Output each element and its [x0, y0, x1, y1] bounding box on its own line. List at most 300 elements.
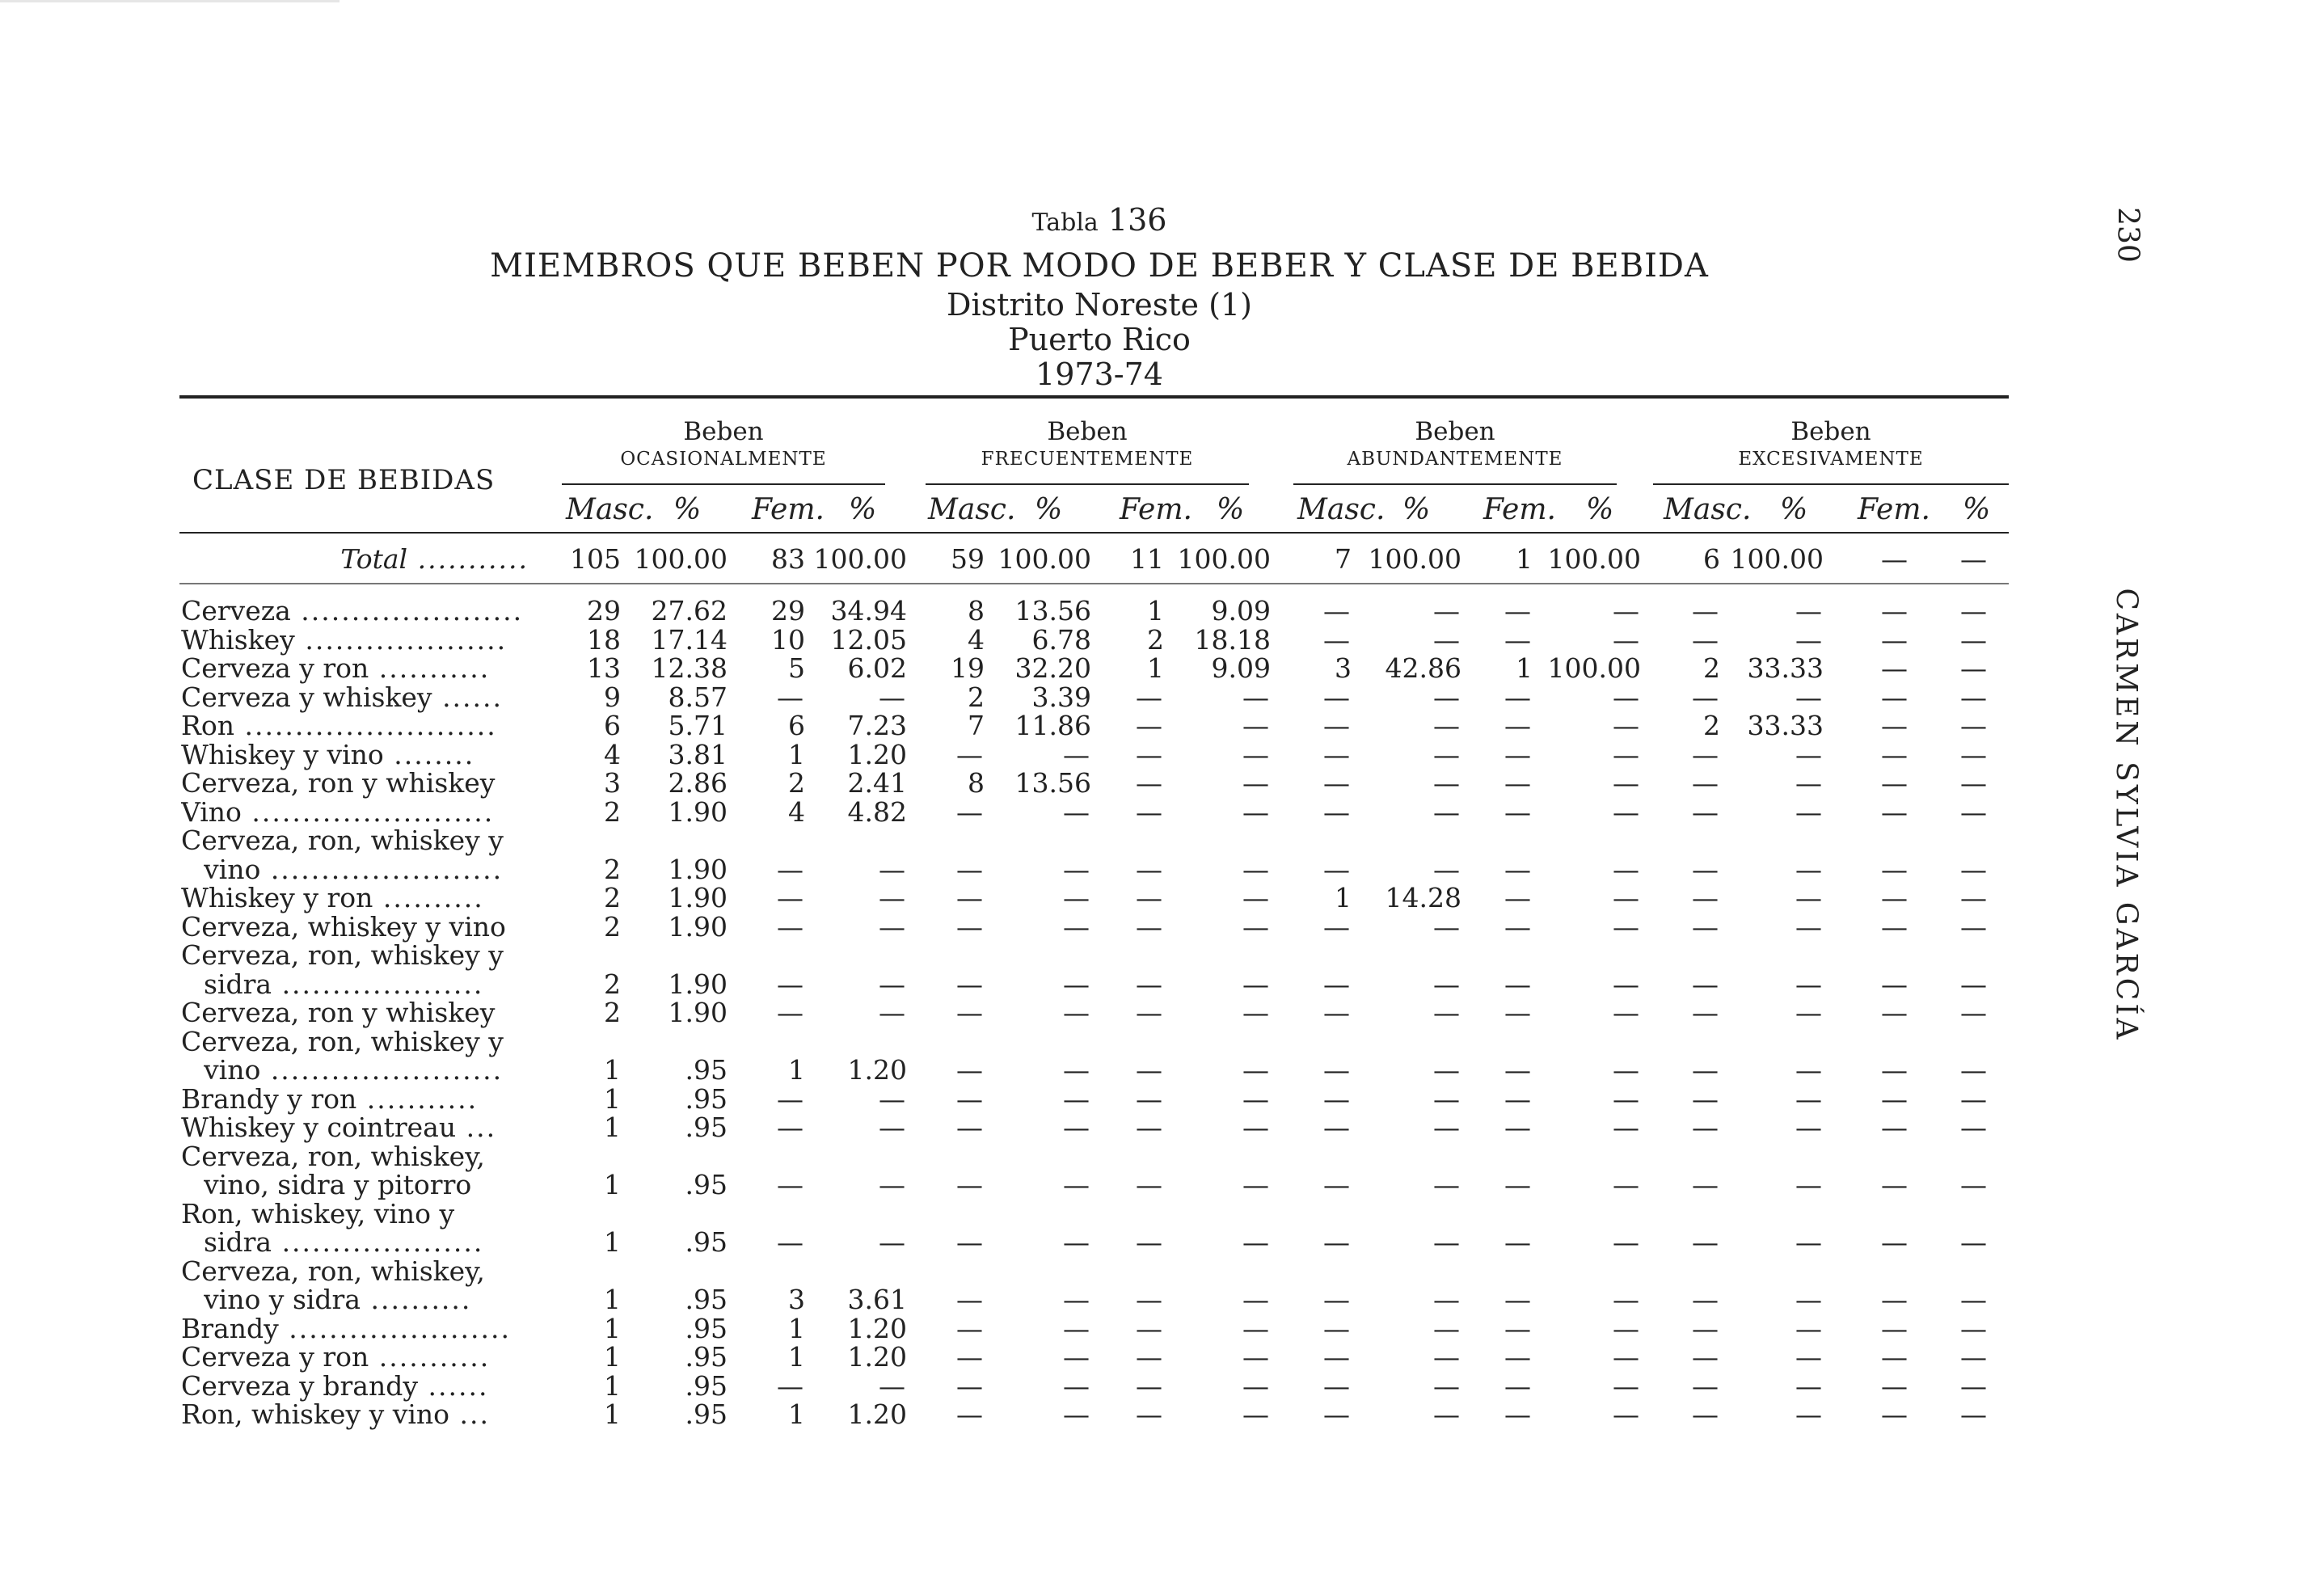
value-cell: 13.56: [1014, 767, 1091, 799]
empty-cell: —: [1504, 1054, 1531, 1086]
empty-cell: —: [1323, 739, 1350, 770]
table-row: [0, 1054, 2324, 1086]
empty-cell: —: [1136, 882, 1162, 913]
empty-cell: —: [1504, 1284, 1531, 1315]
row-label: [181, 652, 545, 684]
row-leader-dots: ...........: [369, 652, 491, 684]
row-label-text: vino: [204, 1054, 261, 1086]
row-label-text: vino y sidra: [204, 1284, 361, 1315]
value-cell: 11.86: [1014, 710, 1091, 741]
empty-cell: —: [1504, 882, 1531, 913]
value-cell: 9.09: [1211, 652, 1271, 684]
empty-cell: —: [1692, 1169, 1719, 1200]
row-label-text: Whiskey: [181, 624, 295, 656]
column-subheader: Fem.: [1483, 493, 1556, 526]
empty-cell: —: [1960, 543, 1987, 575]
row-label-text: Brandy: [181, 1313, 279, 1344]
row-label: [181, 1398, 545, 1430]
value-cell: 7: [968, 710, 985, 741]
empty-cell: —: [1323, 968, 1350, 1000]
empty-cell: —: [1504, 1083, 1531, 1115]
value-cell: 5.71: [668, 710, 728, 741]
row-label-text: Cerveza y whiskey: [181, 681, 432, 713]
empty-cell: —: [1613, 968, 1639, 1000]
empty-cell: —: [956, 1169, 983, 1200]
empty-cell: —: [1504, 595, 1531, 626]
table-district: Distrito Noreste (1): [947, 287, 1252, 323]
empty-cell: —: [1323, 1398, 1350, 1430]
empty-cell: —: [1242, 1370, 1269, 1402]
empty-cell: —: [1323, 681, 1350, 713]
value-cell: 2.86: [668, 767, 728, 799]
row-label-line1: Ron, whiskey, vino y: [181, 1197, 455, 1230]
table-row: [0, 710, 2324, 739]
row-leader-dots: .......................: [260, 1054, 504, 1086]
empty-cell: —: [1692, 739, 1719, 770]
empty-cell: —: [777, 1226, 803, 1258]
empty-cell: —: [1692, 796, 1719, 828]
empty-cell: —: [1504, 681, 1531, 713]
top-rule: [179, 395, 2009, 399]
empty-cell: —: [1242, 882, 1269, 913]
empty-cell: —: [1433, 767, 1460, 799]
empty-cell: —: [1692, 911, 1719, 943]
group-header-bottom: OCASIONALMENTE: [620, 449, 827, 470]
empty-cell: —: [1433, 796, 1460, 828]
row-leader-dots: .........................: [234, 710, 497, 741]
row-label: [204, 1284, 567, 1315]
row-leader-dots: ..........: [373, 882, 484, 913]
empty-cell: —: [1504, 911, 1531, 943]
row-label: [181, 1313, 545, 1344]
value-cell: 11: [1130, 543, 1164, 575]
empty-cell: —: [1063, 796, 1090, 828]
empty-cell: —: [1136, 681, 1162, 713]
empty-cell: —: [956, 997, 983, 1028]
empty-cell: —: [1323, 997, 1350, 1028]
column-subheader: %: [1963, 493, 1991, 526]
empty-cell: —: [1960, 1284, 1987, 1315]
empty-cell: —: [1136, 854, 1162, 885]
row-label: [181, 1370, 545, 1402]
row-label: [204, 1169, 567, 1200]
empty-cell: —: [1960, 624, 1987, 656]
value-cell: 1: [604, 1284, 621, 1315]
row-label-text: Cerveza: [181, 595, 291, 626]
empty-cell: —: [1433, 1341, 1460, 1373]
table-years: 1973-74: [1035, 356, 1163, 392]
row-leader-dots: ....................: [272, 968, 484, 1000]
empty-cell: —: [1881, 1398, 1908, 1430]
empty-cell: —: [879, 882, 905, 913]
value-cell: 3.61: [847, 1284, 907, 1315]
column-subheader: Fem.: [1120, 493, 1192, 526]
empty-cell: —: [1433, 739, 1460, 770]
column-subheader: Masc.: [1664, 493, 1752, 526]
empty-cell: —: [1881, 1341, 1908, 1373]
row-label: [181, 624, 545, 656]
value-cell: 1.90: [668, 968, 728, 1000]
value-cell: 18: [587, 624, 621, 656]
row-label: [181, 543, 529, 575]
value-cell: 1.90: [668, 997, 728, 1028]
empty-cell: —: [1613, 1398, 1639, 1430]
empty-cell: —: [1063, 997, 1090, 1028]
row-label: [204, 854, 567, 885]
table-title: MIEMBROS QUE BEBEN POR MODO DE BEBER Y CLASE DE BEBIDA: [490, 247, 1709, 285]
value-cell: 4.82: [847, 796, 907, 828]
empty-cell: —: [1433, 968, 1460, 1000]
empty-cell: —: [1960, 1398, 1987, 1430]
value-cell: 32.20: [1014, 652, 1091, 684]
value-cell: 19: [951, 652, 985, 684]
row-label-text: Brandy y ron: [181, 1083, 357, 1115]
value-cell: 4: [604, 739, 621, 770]
column-subheader: %: [849, 493, 877, 526]
empty-cell: —: [1795, 1083, 1822, 1115]
value-cell: 14.28: [1385, 882, 1461, 913]
empty-cell: —: [1692, 681, 1719, 713]
value-cell: 5: [788, 652, 805, 684]
value-cell: 8: [968, 767, 985, 799]
value-cell: 13.56: [1014, 595, 1091, 626]
empty-cell: —: [1881, 767, 1908, 799]
empty-cell: —: [1504, 710, 1531, 741]
empty-cell: —: [1795, 1284, 1822, 1315]
empty-cell: —: [1433, 1284, 1460, 1315]
empty-cell: —: [1960, 710, 1987, 741]
table-row: [0, 854, 2324, 883]
empty-cell: —: [1881, 1313, 1908, 1344]
empty-cell: —: [777, 854, 803, 885]
empty-cell: —: [1613, 739, 1639, 770]
row-leader-dots: ......: [432, 681, 504, 713]
value-cell: 1: [1147, 595, 1164, 626]
table-row: [0, 1313, 2324, 1342]
value-cell: 12.38: [651, 652, 728, 684]
value-cell: .95: [685, 1370, 728, 1402]
empty-cell: —: [777, 997, 803, 1028]
row-leader-dots: ...: [456, 1111, 497, 1143]
value-cell: 1.20: [847, 1398, 907, 1430]
empty-cell: —: [1795, 882, 1822, 913]
empty-cell: —: [1504, 796, 1531, 828]
empty-cell: —: [1063, 1370, 1090, 1402]
empty-cell: —: [1613, 796, 1639, 828]
column-subheader: %: [1035, 493, 1063, 526]
empty-cell: —: [1613, 624, 1639, 656]
row-label: [181, 1083, 545, 1115]
empty-cell: —: [1323, 1341, 1350, 1373]
empty-cell: —: [1613, 1370, 1639, 1402]
value-cell: 2: [1703, 652, 1720, 684]
value-cell: 1: [1147, 652, 1164, 684]
value-cell: 2: [604, 968, 621, 1000]
value-cell: 100.00: [1547, 652, 1641, 684]
value-cell: 1: [1516, 652, 1533, 684]
row-label-text: Cerveza y ron: [181, 1341, 369, 1373]
empty-cell: —: [1692, 997, 1719, 1028]
empty-cell: —: [1960, 1169, 1987, 1200]
empty-cell: —: [956, 1111, 983, 1143]
value-cell: 34.94: [830, 595, 907, 626]
value-cell: 1.20: [847, 739, 907, 770]
empty-cell: —: [1433, 1111, 1460, 1143]
value-cell: 7.23: [847, 710, 907, 741]
empty-cell: —: [1323, 854, 1350, 885]
value-cell: 2: [968, 681, 985, 713]
row-leader-dots: ....................: [294, 624, 508, 656]
empty-cell: —: [1960, 1111, 1987, 1143]
empty-cell: —: [1692, 1284, 1719, 1315]
value-cell: 2: [604, 997, 621, 1028]
row-label-text: Total: [340, 543, 408, 575]
empty-cell: —: [1881, 624, 1908, 656]
empty-cell: —: [1242, 1054, 1269, 1086]
row-leader-dots: .......................: [260, 854, 504, 885]
group-header-top: Beben: [1047, 417, 1128, 446]
empty-cell: —: [1795, 911, 1822, 943]
empty-cell: —: [1323, 1083, 1350, 1115]
empty-cell: —: [1613, 1341, 1639, 1373]
value-cell: 33.33: [1747, 652, 1824, 684]
empty-cell: —: [1613, 1226, 1639, 1258]
empty-cell: —: [1795, 796, 1822, 828]
empty-cell: —: [1136, 1169, 1162, 1200]
value-cell: 1: [604, 1226, 621, 1258]
empty-cell: —: [1433, 1370, 1460, 1402]
row-label-line1: Cerveza, ron, whiskey y: [181, 1025, 504, 1057]
empty-cell: —: [1242, 739, 1269, 770]
value-cell: 1: [788, 1313, 805, 1344]
column-subheader: Masc.: [928, 493, 1016, 526]
value-cell: 83: [771, 543, 805, 575]
row-leader-dots: ........: [383, 739, 475, 770]
empty-cell: —: [1613, 1284, 1639, 1315]
empty-cell: —: [1136, 911, 1162, 943]
empty-cell: —: [1795, 1370, 1822, 1402]
empty-cell: —: [1504, 1226, 1531, 1258]
value-cell: 1: [604, 1313, 621, 1344]
empty-cell: —: [1063, 1083, 1090, 1115]
row-label-line1: Cerveza, ron, whiskey,: [181, 1255, 485, 1287]
empty-cell: —: [1242, 968, 1269, 1000]
empty-cell: —: [1692, 1398, 1719, 1430]
value-cell: 1: [604, 1111, 621, 1143]
value-cell: 2: [604, 854, 621, 885]
empty-cell: —: [1242, 1083, 1269, 1115]
value-cell: 2: [1703, 710, 1720, 741]
value-cell: 1.90: [668, 854, 728, 885]
empty-cell: —: [1795, 767, 1822, 799]
value-cell: .95: [685, 1341, 728, 1373]
value-cell: 1: [788, 1054, 805, 1086]
value-cell: 6.78: [1031, 624, 1091, 656]
value-cell: 100.00: [998, 543, 1091, 575]
value-cell: 6.02: [847, 652, 907, 684]
empty-cell: —: [1136, 1054, 1162, 1086]
empty-cell: —: [777, 911, 803, 943]
empty-cell: —: [1960, 681, 1987, 713]
row-label-text: Ron, whiskey y vino: [181, 1398, 450, 1430]
empty-cell: —: [879, 1169, 905, 1200]
empty-cell: —: [777, 882, 803, 913]
empty-cell: —: [1504, 968, 1531, 1000]
value-cell: .95: [685, 1398, 728, 1430]
value-cell: 29: [587, 595, 621, 626]
empty-cell: —: [777, 1083, 803, 1115]
empty-cell: —: [1063, 739, 1090, 770]
group-header-bottom: FRECUENTEMENTE: [981, 449, 1194, 470]
row-leader-dots: ...........: [407, 543, 529, 575]
value-cell: 1: [788, 739, 805, 770]
column-subheader: Fem.: [752, 493, 825, 526]
group-header-excesivamente: [1653, 418, 2009, 473]
empty-cell: —: [1692, 1054, 1719, 1086]
empty-cell: —: [1692, 1111, 1719, 1143]
row-label: [204, 968, 567, 1000]
empty-cell: —: [1433, 1313, 1460, 1344]
empty-cell: —: [1136, 1370, 1162, 1402]
value-cell: 3.81: [668, 739, 728, 770]
value-cell: 3: [1335, 652, 1352, 684]
row-leader-dots: ....................: [272, 1226, 484, 1258]
empty-cell: —: [1063, 1341, 1090, 1373]
empty-cell: —: [1323, 1111, 1350, 1143]
empty-cell: —: [879, 997, 905, 1028]
empty-cell: —: [1881, 1226, 1908, 1258]
row-leader-dots: ...........: [369, 1341, 491, 1373]
table-row: [0, 968, 2324, 998]
row-label-line1: Cerveza, ron, whiskey y: [181, 939, 504, 971]
empty-cell: —: [1323, 1226, 1350, 1258]
empty-cell: —: [1795, 997, 1822, 1028]
empty-cell: —: [1613, 767, 1639, 799]
value-cell: 1: [604, 1169, 621, 1200]
empty-cell: —: [1504, 1111, 1531, 1143]
empty-cell: —: [1063, 1398, 1090, 1430]
group-header-abundantemente: [1277, 418, 1633, 473]
empty-cell: —: [1063, 1284, 1090, 1315]
empty-cell: —: [1795, 1398, 1822, 1430]
empty-cell: —: [1795, 1054, 1822, 1086]
row-label: [181, 882, 545, 913]
value-cell: 100.00: [1368, 543, 1461, 575]
empty-cell: —: [1504, 1398, 1531, 1430]
empty-cell: —: [1960, 652, 1987, 684]
row-label-text: Cerveza, ron y whiskey: [181, 997, 496, 1028]
empty-cell: —: [1136, 1226, 1162, 1258]
empty-cell: —: [1881, 911, 1908, 943]
column-subheader: %: [1586, 493, 1614, 526]
empty-cell: —: [1881, 681, 1908, 713]
table-row: [0, 1083, 2324, 1115]
row-label-line1: Cerveza, ron, whiskey,: [181, 1140, 485, 1172]
value-cell: 1: [604, 1370, 621, 1402]
value-cell: 1: [1335, 882, 1352, 913]
empty-cell: —: [1795, 681, 1822, 713]
empty-cell: —: [1433, 1398, 1460, 1430]
value-cell: 1: [788, 1398, 805, 1430]
empty-cell: —: [1613, 997, 1639, 1028]
table-row: [0, 624, 2324, 656]
empty-cell: —: [1136, 1284, 1162, 1315]
table-row: [0, 1111, 2324, 1141]
column-subheader: %: [1402, 493, 1431, 526]
empty-cell: —: [1692, 854, 1719, 885]
empty-cell: —: [1692, 1370, 1719, 1402]
empty-cell: —: [1692, 1226, 1719, 1258]
empty-cell: —: [1881, 796, 1908, 828]
row-label-text: Vino: [181, 796, 242, 828]
empty-cell: —: [1881, 968, 1908, 1000]
empty-cell: —: [1795, 739, 1822, 770]
row-label: [181, 1111, 545, 1143]
table-row: [0, 739, 2324, 768]
empty-cell: —: [1960, 1370, 1987, 1402]
value-cell: 8.57: [668, 681, 728, 713]
empty-cell: —: [1136, 997, 1162, 1028]
empty-cell: —: [956, 1341, 983, 1373]
empty-cell: —: [1881, 1284, 1908, 1315]
empty-cell: —: [1323, 796, 1350, 828]
empty-cell: —: [1960, 1313, 1987, 1344]
empty-cell: —: [1242, 767, 1269, 799]
empty-cell: —: [1063, 1169, 1090, 1200]
empty-cell: —: [1613, 595, 1639, 626]
row-label: [181, 739, 545, 770]
empty-cell: —: [1504, 854, 1531, 885]
empty-cell: —: [956, 1284, 983, 1315]
value-cell: .95: [685, 1111, 728, 1143]
value-cell: 59: [951, 543, 985, 575]
value-cell: 2: [1147, 624, 1164, 656]
row-label-text: sidra: [204, 968, 272, 1000]
empty-cell: —: [1136, 968, 1162, 1000]
page-edge: [0, 0, 340, 2]
empty-cell: —: [1242, 1341, 1269, 1373]
row-label: [181, 710, 545, 741]
table-row: [0, 595, 2324, 624]
empty-cell: —: [1136, 739, 1162, 770]
value-cell: 9.09: [1211, 595, 1271, 626]
row-label: [181, 796, 545, 828]
table-row: [0, 911, 2324, 943]
empty-cell: —: [1613, 1111, 1639, 1143]
row-label-text: Whiskey y cointreau: [181, 1111, 457, 1143]
value-cell: 8: [968, 595, 985, 626]
empty-cell: —: [1881, 595, 1908, 626]
table-row: [0, 1341, 2324, 1373]
empty-cell: —: [1433, 681, 1460, 713]
table-row: [0, 1169, 2324, 1198]
value-cell: 1: [1516, 543, 1533, 575]
column-subheader: %: [1217, 493, 1245, 526]
empty-cell: —: [1242, 997, 1269, 1028]
empty-cell: —: [1795, 595, 1822, 626]
value-cell: 100.00: [1177, 543, 1271, 575]
empty-cell: —: [879, 1226, 905, 1258]
empty-cell: —: [956, 796, 983, 828]
value-cell: 2: [604, 882, 621, 913]
group-rule-4: [1653, 483, 2009, 485]
value-cell: 100.00: [634, 543, 728, 575]
column-subheader: Masc.: [1297, 493, 1386, 526]
row-label-text: Whiskey y ron: [181, 882, 373, 913]
empty-cell: —: [1242, 1111, 1269, 1143]
value-cell: 105: [570, 543, 621, 575]
value-cell: 1.90: [668, 911, 728, 943]
